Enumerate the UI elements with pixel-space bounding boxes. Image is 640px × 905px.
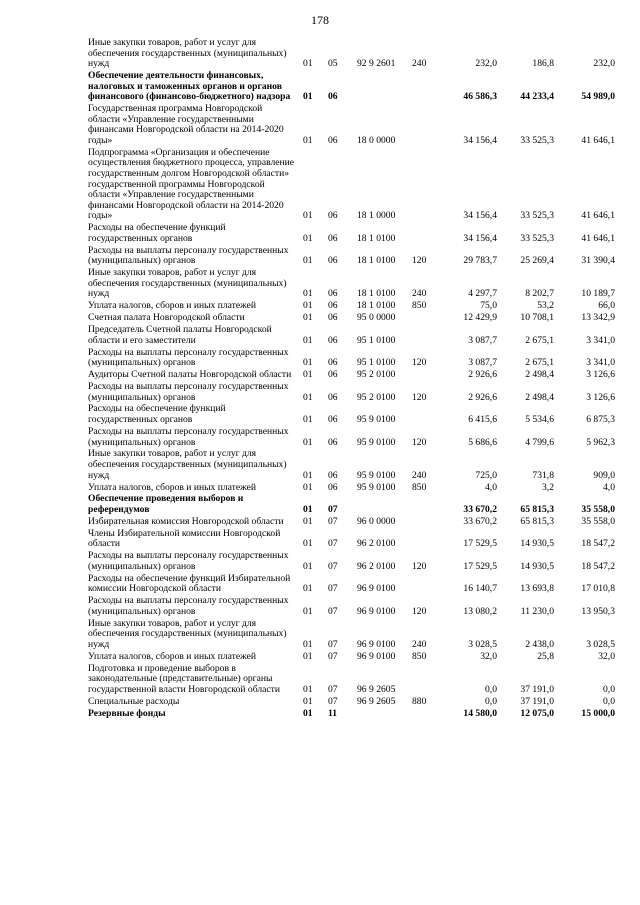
row-name: Иные закупки товаров, работ и услуг для обеспечения государственных (муниципальных) нужд bbox=[88, 617, 287, 650]
row-amount-2: 13 693,8 bbox=[520, 583, 554, 595]
row-expense-type bbox=[408, 709, 438, 721]
row-amount-1: 3 087,7 bbox=[468, 357, 497, 369]
row-amount-3: 18 547,2 bbox=[581, 538, 615, 550]
row-amount-2: 25,8 bbox=[537, 650, 554, 662]
table-row bbox=[88, 652, 615, 664]
budget-table bbox=[88, 38, 615, 721]
row-expense-type: 850 bbox=[412, 300, 427, 312]
row-expense-type: 120 bbox=[412, 605, 427, 617]
table-row bbox=[88, 709, 615, 721]
row-amount-2: 186,8 bbox=[532, 58, 554, 70]
row-amount-2: 33 525,3 bbox=[520, 210, 554, 222]
row-name: Избирательная комиссия Новгородской области bbox=[88, 515, 284, 527]
row-section: 01 bbox=[303, 334, 313, 346]
row-target-article bbox=[352, 494, 408, 516]
row-amount-1: 0,0 bbox=[485, 695, 497, 707]
row-name: Государственная программа Новгородской области «Управление государственными финансами Новгородской области на 2014-2020 годы» bbox=[88, 103, 284, 146]
row-expense-type: 240 bbox=[412, 58, 427, 70]
row-amount-1: 46 586,3 bbox=[463, 91, 497, 103]
row-expense-type: 120 bbox=[412, 357, 427, 369]
row-name: Расходы на выплаты персоналу государственных (муниципальных) органов bbox=[88, 425, 289, 448]
row-section: 01 bbox=[303, 605, 313, 617]
row-subsection: 07 bbox=[328, 583, 338, 595]
row-section: 01 bbox=[303, 391, 313, 403]
row-amount-1: 2 926,6 bbox=[468, 391, 497, 403]
row-target-article: 95 9 0100 bbox=[357, 436, 396, 448]
table-row bbox=[88, 404, 615, 426]
row-amount-2: 2 438,0 bbox=[525, 638, 554, 650]
row-amount-3: 3 341,0 bbox=[586, 357, 615, 369]
row-subsection: 11 bbox=[328, 707, 338, 719]
table-row bbox=[88, 494, 615, 516]
row-expense-type bbox=[408, 664, 438, 697]
row-expense-type bbox=[408, 404, 438, 426]
row-section: 01 bbox=[303, 300, 313, 312]
row-amount-2: 25 269,4 bbox=[520, 255, 554, 267]
row-expense-type: 120 bbox=[412, 391, 427, 403]
row-expense-type: 850 bbox=[412, 650, 427, 662]
row-amount-1: 12 429,9 bbox=[463, 312, 497, 324]
row-section: 01 bbox=[303, 255, 313, 267]
row-amount-3: 35 558,0 bbox=[581, 515, 615, 527]
row-amount-2: 10 708,1 bbox=[520, 312, 554, 324]
row-name: Обеспечение проведения выборов и референдумов bbox=[88, 493, 244, 515]
table-row bbox=[88, 529, 615, 551]
row-expense-type: 240 bbox=[412, 638, 427, 650]
row-amount-2: 33 525,3 bbox=[520, 134, 554, 146]
row-amount-1: 725,0 bbox=[475, 469, 497, 481]
row-section: 01 bbox=[303, 560, 313, 572]
row-subsection: 06 bbox=[328, 312, 338, 324]
row-name: Расходы на выплаты персоналу государственных (муниципальных) органов bbox=[88, 550, 289, 572]
row-amount-2: 37 191,0 bbox=[520, 683, 554, 695]
row-amount-3: 4,0 bbox=[603, 481, 615, 493]
row-name: Обеспечение деятельности финансовых, налоговых и таможенных органов и органов финансового (финансово-бюджетного) надзора bbox=[88, 70, 291, 103]
row-target-article: 95 2 0100 bbox=[357, 369, 396, 381]
table-row bbox=[88, 517, 615, 529]
row-expense-type bbox=[408, 104, 438, 148]
row-amount-3: 13 342,9 bbox=[581, 312, 615, 324]
row-target-article: 95 9 0100 bbox=[357, 481, 396, 493]
row-amount-2: 37 191,0 bbox=[520, 695, 554, 707]
row-expense-type: 850 bbox=[412, 481, 427, 493]
row-target-article: 95 1 0100 bbox=[357, 334, 396, 346]
row-amount-2: 2 675,1 bbox=[525, 357, 554, 369]
row-target-article: 18 1 0100 bbox=[357, 288, 396, 300]
row-amount-1: 34 156,4 bbox=[463, 232, 497, 244]
row-target-article: 96 9 2605 bbox=[357, 695, 396, 707]
row-name: Члены Избирательной комиссии Новгородской области bbox=[88, 527, 281, 550]
row-expense-type bbox=[408, 313, 438, 325]
row-amount-1: 34 156,4 bbox=[463, 210, 497, 222]
row-expense-type bbox=[408, 370, 438, 382]
row-target-article: 95 1 0100 bbox=[357, 357, 396, 369]
row-target-article: 95 2 0100 bbox=[357, 391, 396, 403]
row-amount-2: 2 498,4 bbox=[525, 391, 554, 403]
table-row bbox=[88, 574, 615, 596]
row-section: 01 bbox=[303, 288, 313, 300]
row-amount-3: 0,0 bbox=[603, 683, 615, 695]
row-section: 01 bbox=[303, 707, 313, 719]
row-name: Подпрограмма «Организация и обеспечение осуществления бюджетного процесса, управление государственным долгом Новгородской области» государственной программы Новгородской области «Управление государственными финансами Новгородской области на 2014-2020 годы» bbox=[88, 146, 295, 222]
row-name: Председатель Счетной палаты Новгородской области и его заместители bbox=[88, 324, 272, 346]
table-row bbox=[88, 596, 615, 618]
row-amount-3: 15 000,0 bbox=[581, 707, 615, 719]
row-section: 01 bbox=[303, 414, 313, 426]
table-row bbox=[88, 148, 615, 223]
row-target-article bbox=[352, 709, 408, 721]
row-subsection: 06 bbox=[328, 369, 338, 381]
row-section: 01 bbox=[303, 369, 313, 381]
row-name: Иные закупки товаров, работ и услуг для обеспечения государственных (муниципальных) нужд bbox=[88, 37, 287, 70]
row-amount-2: 2 498,4 bbox=[525, 369, 554, 381]
row-target-article: 95 9 0100 bbox=[357, 469, 396, 481]
row-section: 01 bbox=[303, 481, 313, 493]
row-target-article: 96 9 0100 bbox=[357, 638, 396, 650]
row-amount-3: 32,0 bbox=[598, 650, 615, 662]
row-amount-1: 0,0 bbox=[485, 683, 497, 695]
row-target-article: 96 2 0100 bbox=[357, 538, 396, 550]
row-subsection: 05 bbox=[328, 58, 338, 70]
row-amount-2: 8 202,7 bbox=[525, 288, 554, 300]
row-amount-1: 29 783,7 bbox=[463, 255, 497, 267]
row-subsection: 06 bbox=[328, 232, 338, 244]
table-row bbox=[88, 382, 615, 404]
row-amount-3: 3 126,6 bbox=[586, 391, 615, 403]
row-name: Расходы на обеспечение функций государственных органов bbox=[88, 403, 226, 426]
row-target-article: 96 9 0100 bbox=[357, 583, 396, 595]
row-subsection: 07 bbox=[328, 538, 338, 550]
row-name: Расходы на выплаты персоналу государственных (муниципальных) органов bbox=[88, 346, 289, 369]
row-subsection: 07 bbox=[328, 560, 338, 572]
row-section: 01 bbox=[303, 469, 313, 481]
row-amount-3: 3 028,5 bbox=[586, 638, 615, 650]
row-section: 01 bbox=[303, 650, 313, 662]
table-row bbox=[88, 246, 615, 268]
row-amount-1: 3 028,5 bbox=[468, 638, 497, 650]
row-expense-type bbox=[408, 148, 438, 223]
row-section: 01 bbox=[303, 515, 313, 527]
row-subsection: 06 bbox=[328, 436, 338, 448]
row-name: Специальные расходы bbox=[88, 695, 180, 707]
table-row bbox=[88, 427, 615, 449]
table-row bbox=[88, 551, 615, 573]
row-section: 01 bbox=[303, 312, 313, 324]
row-target-article: 18 1 0100 bbox=[357, 232, 396, 244]
row-amount-1: 14 580,0 bbox=[463, 707, 497, 719]
row-expense-type bbox=[408, 71, 438, 104]
row-amount-3: 13 950,3 bbox=[581, 605, 615, 617]
row-amount-3: 3 341,0 bbox=[586, 334, 615, 346]
row-section: 01 bbox=[303, 436, 313, 448]
row-amount-3: 17 010,8 bbox=[581, 583, 615, 595]
row-target-article bbox=[352, 71, 408, 104]
row-expense-type bbox=[408, 574, 438, 596]
row-amount-2: 4 799,6 bbox=[525, 436, 554, 448]
row-amount-3: 66,0 bbox=[598, 300, 615, 312]
table-row bbox=[88, 697, 615, 709]
table-row bbox=[88, 348, 615, 370]
row-section: 01 bbox=[303, 503, 313, 515]
row-name: Расходы на выплаты персоналу государственных (муниципальных) органов bbox=[88, 244, 289, 267]
row-name: Резервные фонды bbox=[88, 707, 166, 719]
table-body bbox=[88, 38, 615, 721]
row-amount-3: 3 126,6 bbox=[586, 369, 615, 381]
row-subsection: 06 bbox=[328, 469, 338, 481]
row-section: 01 bbox=[303, 91, 313, 103]
row-name: Расходы на обеспечение функций государственных органов bbox=[88, 222, 226, 244]
row-amount-1: 16 140,7 bbox=[463, 583, 497, 595]
row-amount-2: 14 930,5 bbox=[520, 560, 554, 572]
row-amount-1: 34 156,4 bbox=[463, 134, 497, 146]
row-amount-1: 33 670,2 bbox=[463, 503, 497, 515]
row-expense-type bbox=[408, 325, 438, 347]
row-name: Уплата налогов, сборов и иных платежей bbox=[88, 650, 257, 662]
row-subsection: 07 bbox=[328, 650, 338, 662]
row-target-article: 95 9 0100 bbox=[357, 414, 396, 426]
row-amount-2: 53,2 bbox=[537, 300, 554, 312]
row-subsection: 07 bbox=[328, 605, 338, 617]
row-amount-2: 33 525,3 bbox=[520, 232, 554, 244]
row-target-article: 96 9 0100 bbox=[357, 650, 396, 662]
row-subsection: 06 bbox=[328, 481, 338, 493]
row-target-article: 18 1 0100 bbox=[357, 255, 396, 267]
row-amount-1: 17 529,5 bbox=[463, 560, 497, 572]
table-row bbox=[88, 619, 615, 652]
row-amount-2: 65 815,3 bbox=[520, 515, 554, 527]
row-amount-1: 13 080,2 bbox=[463, 605, 497, 617]
row-name: Уплата налогов, сборов и иных платежей bbox=[88, 300, 257, 312]
row-amount-2: 3,2 bbox=[542, 481, 554, 493]
row-amount-1: 6 415,6 bbox=[468, 414, 497, 426]
row-section: 01 bbox=[303, 695, 313, 707]
row-name: Расходы на выплаты персоналу государственных (муниципальных) органов bbox=[88, 380, 289, 403]
row-amount-3: 41 646,1 bbox=[581, 210, 615, 222]
row-subsection: 07 bbox=[328, 515, 338, 527]
row-amount-2: 65 815,3 bbox=[520, 503, 554, 515]
row-amount-1: 5 686,6 bbox=[468, 436, 497, 448]
row-subsection: 06 bbox=[328, 334, 338, 346]
row-amount-1: 75,0 bbox=[480, 300, 497, 312]
row-name: Иные закупки товаров, работ и услуг для обеспечения государственных (муниципальных) нужд bbox=[88, 448, 287, 481]
row-target-article: 18 0 0000 bbox=[357, 134, 396, 146]
row-subsection: 06 bbox=[328, 91, 338, 103]
row-target-article: 92 9 2601 bbox=[357, 58, 396, 70]
row-amount-3: 0,0 bbox=[603, 695, 615, 707]
row-amount-3: 18 547,2 bbox=[581, 560, 615, 572]
row-amount-2: 12 075,0 bbox=[520, 707, 554, 719]
page-number: 178 bbox=[311, 13, 329, 27]
table-row bbox=[88, 38, 615, 71]
row-subsection: 07 bbox=[328, 638, 338, 650]
row-subsection: 07 bbox=[328, 683, 338, 695]
row-subsection: 06 bbox=[328, 134, 338, 146]
row-subsection: 06 bbox=[328, 255, 338, 267]
row-amount-2: 14 930,5 bbox=[520, 538, 554, 550]
row-section: 01 bbox=[303, 638, 313, 650]
row-expense-type: 120 bbox=[412, 436, 427, 448]
row-amount-3: 232,0 bbox=[593, 58, 615, 70]
table-row bbox=[88, 449, 615, 482]
row-amount-3: 35 558,0 bbox=[581, 503, 615, 515]
row-subsection: 06 bbox=[328, 300, 338, 312]
row-amount-1: 17 529,5 bbox=[463, 538, 497, 550]
row-expense-type bbox=[408, 223, 438, 245]
row-amount-3: 41 646,1 bbox=[581, 232, 615, 244]
row-target-article: 95 0 0000 bbox=[357, 312, 396, 324]
row-subsection: 06 bbox=[328, 391, 338, 403]
row-target-article: 96 9 0100 bbox=[357, 605, 396, 617]
row-amount-3: 909,0 bbox=[593, 469, 615, 481]
row-section: 01 bbox=[303, 583, 313, 595]
row-amount-3: 6 875,3 bbox=[586, 414, 615, 426]
row-amount-2: 2 675,1 bbox=[525, 334, 554, 346]
row-section: 01 bbox=[303, 210, 313, 222]
row-expense-type bbox=[408, 494, 438, 516]
row-section: 01 bbox=[303, 232, 313, 244]
row-name: Счетная палата Новгородской области bbox=[88, 312, 245, 324]
row-amount-1: 2 926,6 bbox=[468, 369, 497, 381]
table-row bbox=[88, 325, 615, 347]
row-target-article: 96 9 2605 bbox=[357, 683, 396, 695]
row-target-article: 96 0 0000 bbox=[357, 515, 396, 527]
row-section: 01 bbox=[303, 683, 313, 695]
row-section: 01 bbox=[303, 357, 313, 369]
row-expense-type bbox=[408, 529, 438, 551]
row-expense-type: 120 bbox=[412, 255, 427, 267]
row-subsection: 06 bbox=[328, 210, 338, 222]
row-amount-3: 10 189,7 bbox=[581, 288, 615, 300]
row-target-article: 18 1 0100 bbox=[357, 300, 396, 312]
row-amount-2: 5 534,6 bbox=[525, 414, 554, 426]
row-expense-type: 240 bbox=[412, 469, 427, 481]
row-subsection: 07 bbox=[328, 695, 338, 707]
row-amount-1: 32,0 bbox=[480, 650, 497, 662]
row-amount-3: 41 646,1 bbox=[581, 134, 615, 146]
row-expense-type: 240 bbox=[412, 288, 427, 300]
row-amount-3: 5 962,3 bbox=[586, 436, 615, 448]
table-row bbox=[88, 268, 615, 301]
row-amount-1: 4 297,7 bbox=[468, 288, 497, 300]
row-amount-3: 54 989,0 bbox=[581, 91, 615, 103]
row-amount-2: 11 230,0 bbox=[520, 605, 554, 617]
row-name: Расходы на выплаты персоналу государственных (муниципальных) органов bbox=[88, 595, 289, 617]
table-row bbox=[88, 223, 615, 245]
row-section: 01 bbox=[303, 58, 313, 70]
row-target-article: 96 2 0100 bbox=[357, 560, 396, 572]
row-target-article: 18 1 0000 bbox=[357, 210, 396, 222]
row-amount-3: 31 390,4 bbox=[581, 255, 615, 267]
row-amount-1: 4,0 bbox=[485, 481, 497, 493]
row-subsection: 07 bbox=[328, 503, 338, 515]
table-row bbox=[88, 664, 615, 697]
row-subsection: 06 bbox=[328, 414, 338, 426]
row-amount-1: 3 087,7 bbox=[468, 334, 497, 346]
row-subsection: 06 bbox=[328, 357, 338, 369]
row-name: Подготовка и проведение выборов в законодательные (представительные) органы государственной власти Новгородской области bbox=[88, 662, 280, 695]
row-subsection: 06 bbox=[328, 288, 338, 300]
row-section: 01 bbox=[303, 538, 313, 550]
table-row bbox=[88, 104, 615, 148]
row-amount-1: 33 670,2 bbox=[463, 515, 497, 527]
row-name: Иные закупки товаров, работ и услуг для обеспечения государственных (муниципальных) нужд bbox=[88, 267, 287, 300]
table-row bbox=[88, 71, 615, 104]
row-amount-1: 232,0 bbox=[475, 58, 497, 70]
row-name: Расходы на обеспечение функций Избирательной комиссии Новгородской области bbox=[88, 572, 291, 595]
row-expense-type: 120 bbox=[412, 560, 427, 572]
row-expense-type bbox=[408, 517, 438, 529]
row-amount-2: 731,8 bbox=[532, 469, 554, 481]
row-section: 01 bbox=[303, 134, 313, 146]
row-name: Аудиторы Счетной палаты Новгородской области bbox=[88, 369, 292, 381]
row-amount-2: 44 233,4 bbox=[520, 91, 554, 103]
row-name: Уплата налогов, сборов и иных платежей bbox=[88, 481, 257, 493]
row-expense-type: 880 bbox=[412, 695, 427, 707]
